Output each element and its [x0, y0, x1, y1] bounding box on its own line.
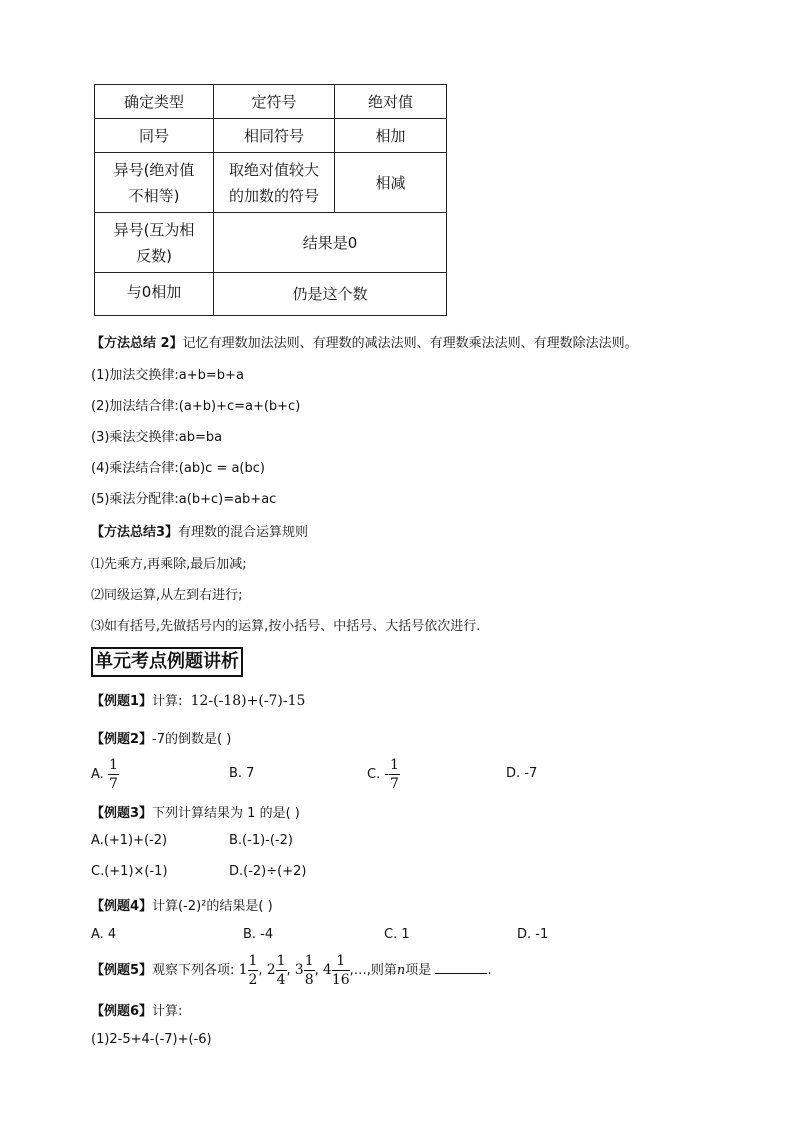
method3-item-2: ⑵同级运算,从左到右进行;	[91, 588, 243, 603]
method3-text: 有理数的混合运算规则	[178, 525, 309, 540]
example-2-option-c	[367, 755, 400, 795]
rules-table	[94, 84, 447, 316]
cell-line: 的加数的符号	[228, 186, 319, 205]
example-5-end: .	[487, 963, 492, 978]
example-6	[91, 1000, 182, 1019]
table-cell: 相加	[335, 119, 447, 153]
example-5-tail: ,…,则第	[349, 963, 397, 978]
example-4-option-b: B. -4	[243, 927, 274, 942]
example-6-label: 【例题6】	[91, 1004, 153, 1019]
example-3	[91, 802, 300, 821]
mixed-number-whole: 4	[322, 962, 332, 978]
example-5-tail2: 项是	[405, 963, 432, 978]
variable-n: n	[396, 963, 406, 978]
method2-item-4: (4)乘法结合律:(ab)c = a(bc)	[91, 461, 265, 476]
table-header-cell: 确定类型	[95, 85, 214, 119]
fraction-numerator: 1	[248, 953, 258, 969]
table-row	[95, 85, 447, 119]
example-1	[91, 690, 305, 709]
table-cell	[214, 153, 335, 213]
fraction	[389, 758, 400, 791]
cell-line: 异号(互为相	[113, 220, 195, 239]
example-6-text: 计算:	[152, 1004, 183, 1019]
fraction	[276, 954, 287, 987]
fraction-numerator: 1	[108, 757, 118, 773]
method2-label: 【方法总结 2】	[91, 336, 183, 351]
fraction-numerator: 1	[332, 954, 350, 971]
mixed-number-whole: 2	[266, 962, 276, 978]
cell-line: 反数)	[136, 246, 172, 265]
fraction-numerator: 1	[276, 953, 286, 969]
fraction	[248, 954, 259, 987]
table-row	[95, 153, 447, 213]
fraction-denominator: 2	[248, 972, 258, 988]
table-cell: 结果是0	[214, 213, 447, 273]
table-cell: 同号	[95, 119, 214, 153]
example-2-option-b: B. 7	[229, 766, 255, 781]
mixed-number-whole: 3	[294, 962, 304, 978]
method3-label: 【方法总结3】	[91, 525, 179, 540]
example-3-label: 【例题3】	[91, 806, 153, 821]
cell-line: 取绝对值较大	[228, 160, 319, 179]
fraction-numerator: 1	[304, 953, 314, 969]
example-4	[91, 895, 273, 914]
option-c-label: C. -	[367, 767, 390, 782]
example-3-option-a: A.(+1)+(-2)	[91, 833, 168, 848]
example-4-text: 计算(-2)²的结果是( )	[152, 899, 273, 914]
method2-item-3: (3)乘法交换律:ab=ba	[91, 430, 223, 445]
answer-blank[interactable]	[435, 961, 487, 974]
example-6-item-1: (1)2-5+4-(-7)+(-6)	[91, 1032, 212, 1047]
fraction-denominator: 4	[276, 972, 286, 988]
method2-item-5: (5)乘法分配律:a(b+c)=ab+ac	[91, 492, 277, 507]
example-1-label: 【例题1】	[91, 694, 153, 709]
example-2-label: 【例题2】	[91, 732, 153, 747]
example-3-option-b: B.(-1)-(-2)	[229, 833, 293, 848]
example-3-option-c: C.(+1)×(-1)	[91, 864, 168, 879]
fraction-denominator: 16	[331, 972, 350, 988]
example-2	[91, 728, 231, 747]
example-4-option-d: D. -1	[517, 927, 549, 942]
method2-item-2: (2)加法结合律:(a+b)+c=a+(b+c)	[91, 399, 301, 414]
example-3-option-d: D.(-2)÷(+2)	[229, 864, 307, 879]
example-4-label: 【例题4】	[91, 899, 153, 914]
method2-text: 记忆有理数加法法则、有理数的减法法则、有理数乘法法则、有理数除法法则。	[182, 336, 638, 351]
table-cell	[95, 153, 214, 213]
table-cell: 仍是这个数	[214, 273, 447, 316]
example-2-option-a	[91, 755, 119, 795]
cell-line: 不相等)	[128, 186, 180, 205]
table-header-cell: 定符号	[214, 85, 335, 119]
example-2-text: -7的倒数是( )	[152, 732, 232, 747]
fraction-denominator: 7	[390, 776, 399, 792]
table-row	[95, 213, 447, 273]
method2-item-1: (1)加法交换律:a+b=b+a	[91, 368, 244, 383]
fraction-denominator: 7	[108, 776, 118, 792]
option-a-label: A.	[91, 767, 104, 782]
example-3-text: 下列计算结果为 1 的是( )	[152, 806, 300, 821]
example-1-expression: 12-(-18)+(-7)-15	[190, 693, 306, 709]
table-cell	[95, 213, 214, 273]
table-header-cell: 绝对值	[335, 85, 447, 119]
cell-line: 异号(绝对值	[113, 160, 195, 179]
method2-heading	[91, 332, 638, 351]
method3-heading	[91, 521, 308, 540]
method3-item-3: ⑶如有括号,先做括号内的运算,按小括号、中括号、大括号依次进行.	[91, 619, 481, 634]
example-2-option-d: D. -7	[506, 766, 538, 781]
fraction	[108, 758, 119, 791]
table-cell: 相同符号	[214, 119, 335, 153]
mixed-number-whole: 1	[238, 962, 248, 978]
table-cell: 相减	[335, 153, 447, 213]
example-4-option-a: A. 4	[91, 927, 117, 942]
table-cell: 与0相加	[95, 273, 214, 316]
example-4-option-c: C. 1	[384, 927, 410, 942]
fraction-numerator: 1	[390, 757, 399, 773]
table-row	[95, 119, 447, 153]
method3-item-1: ⑴先乘方,再乘除,最后加减;	[91, 557, 247, 572]
section-title: 单元考点例题讲析	[91, 647, 243, 677]
example-5-label: 【例题5】	[91, 963, 153, 978]
fraction	[304, 954, 315, 987]
fraction-denominator: 8	[304, 972, 314, 988]
example-5: 【例题5】观察下列各项: 1 $\frac{1}{2}$ , 2 $\frac{1}{4}$ , 3 $\frac{1}{8}$ , 4 $\frac{1}{16}$ ,…,则第n项是 .	[91, 953, 492, 988]
example-5-text: 观察下列各项:	[152, 963, 235, 978]
table-row	[95, 273, 447, 316]
fraction	[332, 954, 350, 987]
example-1-text: 计算:	[152, 694, 183, 709]
